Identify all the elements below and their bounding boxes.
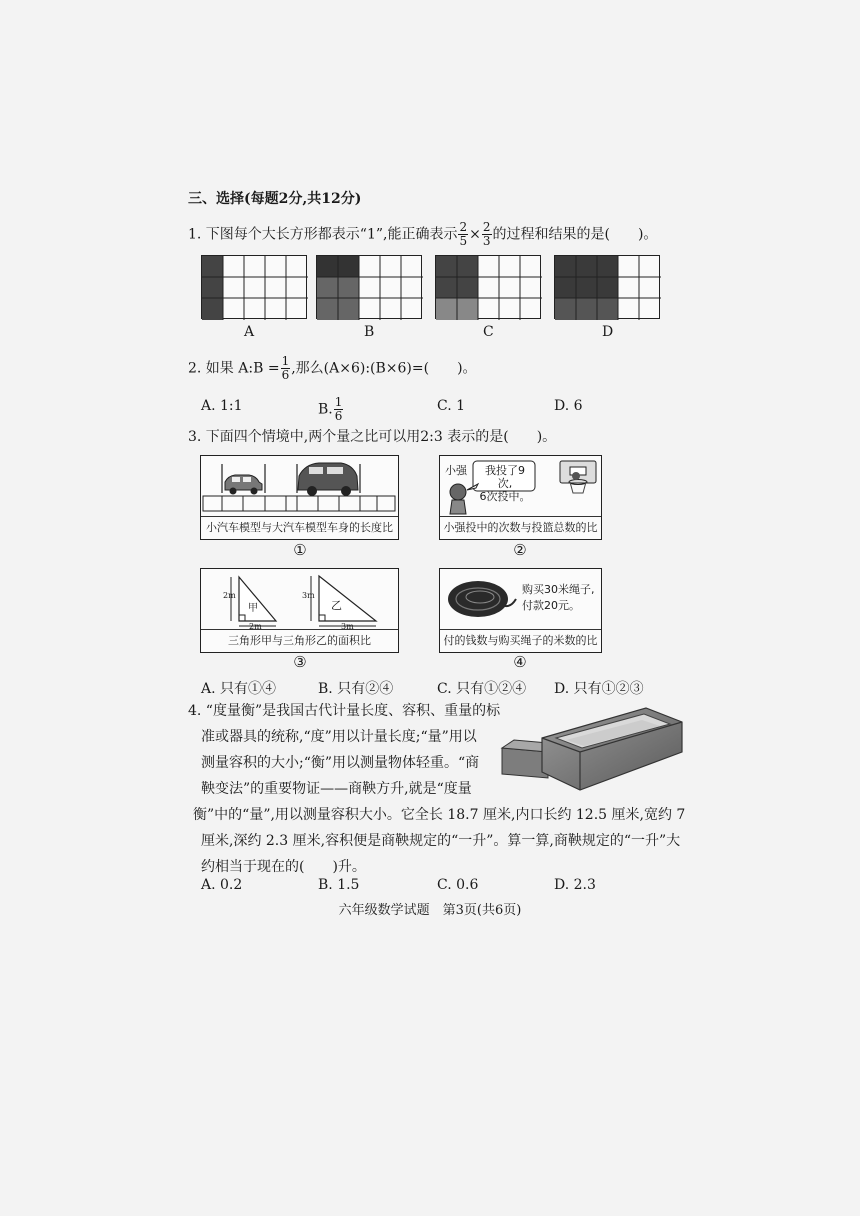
q2-stem [188,355,477,382]
q3-option-a[interactable]: A. 只有①④ [201,681,277,697]
q1-stem [188,221,657,248]
triangles-illustration [201,569,397,631]
q3-panel-2-caption: 小强投中的次数与投篮总数的比 [440,516,601,539]
q3-panel-2-mark: ② [513,541,527,559]
q2-option-d[interactable]: D. 6 [554,398,583,414]
page-footer: 六年级数学试题 第3页(共6页) [338,903,522,918]
dim-yi-base: 3m [341,622,354,631]
q1-fraction-2: $\frac{2}{3}$ [482,220,491,248]
q1-option-d[interactable]: D [602,324,614,340]
q3-panel-1-mark: ① [293,541,307,559]
q3-panel-3 [200,568,399,653]
car-models-illustration [201,456,397,518]
q4-line-3: 测量容积的大小;“衡”用以测量物体轻重。“商 [201,755,480,771]
q3-stem: 3. 下面四个情境中,两个量之比可以用2:3 表示的是( )。 [188,429,557,445]
q2-stem-prefix: 2. 如果 A:B = [188,360,280,377]
dim-jia-height: 2m [223,591,236,600]
q3-panel-3-mark: ③ [293,653,307,671]
q4-line-6: 厘米,深约 2.3 厘米,容积便是商鞅规定的“一升”。算一算,商鞅规定的“一升”大 [201,833,681,849]
triangle-yi-label: 乙 [331,599,342,612]
q1-grid-a [201,255,307,319]
q2-option-b[interactable]: B. $\frac{1}{6}$ [318,395,343,423]
q2-fraction: $\frac{1}{6}$ [281,354,290,382]
q4-line-2: 准或器具的统称,“度”用以计量长度;“量”用以 [201,729,477,745]
q3-panel-4-mark: ④ [513,653,527,671]
q1-grid-b [316,255,422,319]
speech-bubble: 我投了9次, 6次投中。 [479,464,531,503]
q4-line-4: 鞅变法”的重要物证——商鞅方升,就是“度量 [201,781,472,797]
q4-option-a[interactable]: A. 0.2 [201,877,243,893]
q3-option-c[interactable]: C. 只有①②④ [437,681,527,697]
q3-panel-4-caption: 付的钱数与购买绳子的米数的比 [440,629,601,652]
q1-option-a[interactable]: A [244,324,255,340]
rope-purchase-text: 购买30米绳子, 付款20元。 [522,583,595,612]
q3-panel-1 [200,455,399,540]
q1-option-c[interactable]: C [483,324,494,340]
speaker-label: 小强 [445,464,467,477]
q2-option-a[interactable]: A. 1:1 [201,398,243,414]
q1-stem-suffix: 的过程和结果的是( )。 [492,226,658,243]
q4-option-b[interactable]: B. 1.5 [318,877,360,893]
q1-stem-prefix: 1. 下图每个大长方形都表示“1”,能正确表示 [188,226,458,243]
q1-grid-c [435,255,541,319]
q1-option-b[interactable]: B [364,324,375,340]
q3-panel-4 [439,568,602,653]
q4-line-5: 衡”中的“量”,用以测量容积大小。它全长 18.7 厘米,内口长约 12.5 厘米,宽约 7 [193,807,686,823]
q1-grid-d [554,255,660,319]
q2-stem-suffix: ,那么(A×6):(B×6)=( )。 [291,360,477,377]
q2-option-b-fraction: $\frac{1}{6}$ [334,395,343,423]
q4-option-c[interactable]: C. 0.6 [437,877,479,893]
section-title: 三、选择(每题2分,共12分) [188,191,362,207]
dim-jia-base: 2m [249,622,262,631]
q1-fraction-1: $\frac{2}{5}$ [459,220,468,248]
q3-panel-1-caption: 小汽车模型与大汽车模型车身的长度比 [201,516,398,539]
shang-yang-measure-image [496,700,686,800]
dim-yi-height: 3m [302,591,315,600]
q3-option-d[interactable]: D. 只有①②③ [554,681,644,697]
q3-panel-2 [439,455,602,540]
q3-option-b[interactable]: B. 只有②④ [318,681,394,697]
q4-line-1: 4. “度量衡”是我国古代计量长度、容积、重量的标 [188,703,501,719]
q3-panel-3-caption: 三角形甲与三角形乙的面积比 [201,629,398,652]
q4-line-7: 约相当于现在的( )升。 [201,859,366,875]
q2-option-c[interactable]: C. 1 [437,398,466,414]
q4-option-d[interactable]: D. 2.3 [554,877,596,893]
times-sign: × [469,226,481,243]
triangle-jia-label: 甲 [248,603,258,614]
